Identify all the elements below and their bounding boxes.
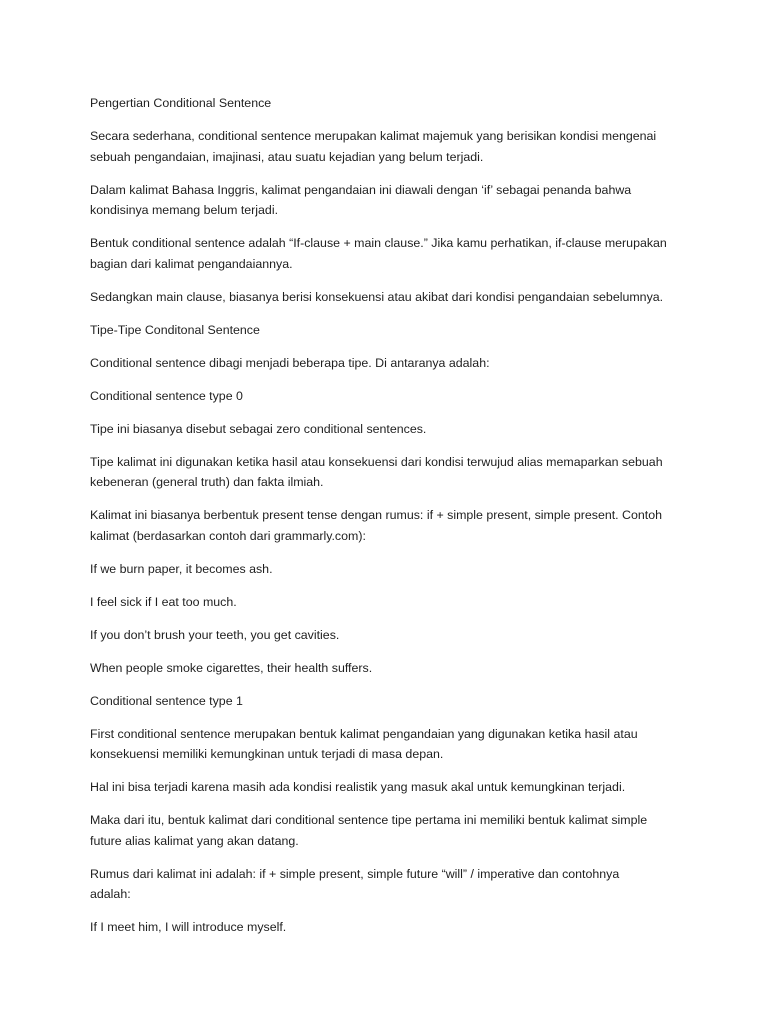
- paragraph: [90, 233, 690, 274]
- text-line: Hal ini bisa terjadi karena masih ada kondisi realistik yang masuk akal untuk kemungkinan terjadi.: [90, 780, 626, 794]
- paragraph: [90, 777, 690, 798]
- paragraph: [90, 93, 690, 114]
- text-line: Rumus dari kalimat ini adalah: if + simple present, simple future “will” / imperative dan contohnya: [90, 866, 620, 881]
- text-line: sebuah pengandaian, imajinasi, atau suatu kejadian yang belum terjadi.: [90, 149, 484, 164]
- paragraph: [90, 419, 690, 440]
- text-line: kebeneran (general truth) dan fakta ilmiah.: [90, 475, 324, 489]
- paragraph: [90, 810, 690, 851]
- text-line: If you don’t brush your teeth, you get cavities.: [90, 627, 340, 642]
- text-line: Tipe-Tipe Conditonal Sentence: [90, 322, 260, 337]
- text-line: Maka dari itu, bentuk kalimat dari conditional sentence tipe pertama ini memiliki bentuk kalimat simple: [90, 813, 648, 827]
- paragraph: [90, 126, 690, 167]
- paragraph: [90, 917, 690, 938]
- text-line: Tipe ini biasanya disebut sebagai zero conditional sentences.: [90, 421, 427, 436]
- text-line: bagian dari kalimat pengandaiannya.: [90, 256, 293, 271]
- document-body: [90, 93, 690, 950]
- text-line: Tipe kalimat ini digunakan ketika hasil atau konsekuensi dari kondisi terwujud alias memaparkan sebuah: [90, 454, 663, 469]
- text-line: I feel sick if I eat too much.: [90, 594, 237, 609]
- text-line: Conditional sentence dibagi menjadi beberapa tipe. Di antaranya adalah:: [90, 355, 490, 370]
- text-line: If we burn paper, it becomes ash.: [90, 561, 273, 576]
- text-line: adalah:: [90, 887, 131, 901]
- paragraph: [90, 287, 690, 308]
- text-line: Conditional sentence type 0: [90, 388, 243, 403]
- paragraph: [90, 452, 690, 493]
- paragraph: [90, 505, 690, 546]
- text-line: future alias kalimat yang akan datang.: [90, 833, 299, 848]
- text-line: Secara sederhana, conditional sentence merupakan kalimat majemuk yang berisikan kondisi mengenai: [90, 129, 657, 143]
- paragraph: [90, 180, 690, 221]
- text-line: If I meet him, I will introduce myself.: [90, 920, 287, 934]
- paragraph: [90, 724, 690, 765]
- text-line: Bentuk conditional sentence adalah “If-clause + main clause.” Jika kamu perhatikan, if-clause merupakan: [90, 236, 667, 250]
- text-line: First conditional sentence merupakan bentuk kalimat pengandaian yang digunakan ketika hasil atau: [90, 726, 638, 741]
- paragraph: [90, 559, 690, 580]
- text-line: Kalimat ini biasanya berbentuk present tense dengan rumus: if + simple present, simple present. Contoh: [90, 508, 663, 522]
- paragraph: [90, 353, 690, 374]
- paragraph: [90, 625, 690, 646]
- paragraph: [90, 864, 690, 905]
- text-line: Dalam kalimat Bahasa Inggris, kalimat pengandaian ini diawali dengan ‘if’ sebagai penanda bahwa: [90, 182, 632, 197]
- paragraph: [90, 386, 690, 407]
- text-line: Sedangkan main clause, biasanya berisi konsekuensi atau akibat dari kondisi pengandaian sebelumnya.: [90, 289, 664, 304]
- text-line: kalimat (berdasarkan contoh dari grammarly.com):: [90, 528, 366, 543]
- text-line: Pengertian Conditional Sentence: [90, 96, 272, 110]
- text-line: Conditional sentence type 1: [90, 693, 243, 708]
- paragraph: [90, 592, 690, 613]
- text-line: When people smoke cigarettes, their health suffers.: [90, 660, 373, 675]
- text-line: kondisinya memang belum terjadi.: [90, 203, 279, 217]
- text-line: konsekuensi memiliki kemungkinan untuk terjadi di masa depan.: [90, 747, 444, 761]
- paragraph: [90, 658, 690, 679]
- paragraph: [90, 320, 690, 341]
- paragraph: [90, 691, 690, 712]
